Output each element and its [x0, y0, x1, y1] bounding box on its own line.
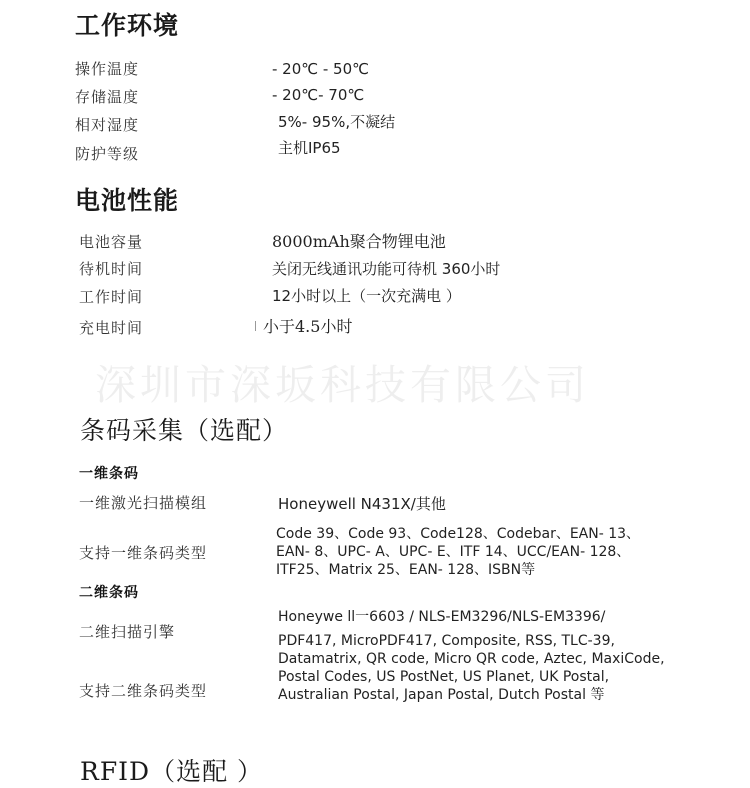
company-watermark: 深圳市深坂科技有限公司 [95, 361, 590, 409]
env-label-storage-temp: 存储温度 [75, 88, 140, 106]
battery-value-working: 12小时以上（一次充满电 ） [272, 287, 461, 305]
battery-label-working: 工作时间 [79, 288, 144, 306]
barcode-2d-types-label: 支持二维条码类型 [79, 682, 208, 700]
barcode-2d-types-line: Datamatrix, QR code, Micro QR code, Aztec, MaxiCode, [278, 651, 665, 667]
env-value-protection: 主机IP65 [278, 139, 341, 157]
battery-value-standby: 关闭无线通讯功能可待机 360小时 [272, 260, 501, 278]
env-value-operating-temp: - 20℃ - 50℃ [272, 60, 369, 78]
barcode-1d-types-line: Code 39、Code 93、Code128、Codebar、EAN- 13、 [276, 526, 641, 542]
barcode-1d-types-label: 支持一维条码类型 [79, 544, 208, 562]
battery-value-charging: 小于4.5小时 [263, 317, 353, 336]
barcode-1d-module-value: Honeywell N431X/其他 [278, 495, 446, 513]
barcode-2d-types-line: PDF417, MicroPDF417, Composite, RSS, TLC-39, [278, 633, 615, 649]
env-value-storage-temp: - 20℃- 70℃ [272, 86, 365, 104]
env-label-protection: 防护等级 [75, 145, 140, 163]
section-heading-rfid: RFID（选配 ） [80, 757, 264, 786]
section-heading-battery: 电池性能 [75, 186, 180, 215]
section-heading-environment: 工作环境 [75, 11, 180, 40]
barcode-2d-engine-label: 二维扫描引擎 [79, 623, 176, 641]
barcode-2d-types-line: Postal Codes, US PostNet, US Planet, UK Postal, [278, 669, 610, 685]
env-value-humidity: 5%- 95%,不凝结 [278, 113, 396, 131]
subheading-2d-barcode: 二维条码 [79, 585, 139, 601]
battery-label-capacity: 电池容量 [79, 233, 144, 251]
env-label-operating-temp: 操作温度 [75, 60, 140, 78]
env-label-humidity: 相对湿度 [75, 116, 140, 134]
battery-label-standby: 待机时间 [79, 260, 144, 278]
section-heading-barcode: 条码采集（选配） [80, 416, 289, 445]
battery-label-charging: 充电时间 [79, 319, 144, 337]
barcode-2d-types-line: Australian Postal, Japan Postal, Dutch Postal 等 [278, 687, 605, 703]
barcode-2d-engine-value: Honeywe ll一6603 / NLS-EM3296/NLS-EM3396/ [278, 609, 606, 625]
subheading-1d-barcode: 一维条码 [79, 466, 139, 482]
barcode-1d-types-line: ITF25、Matrix 25、EAN- 128、ISBN等 [276, 562, 536, 578]
battery-value-capacity: 8000mAh聚合物锂电池 [272, 232, 446, 251]
barcode-1d-types-line: EAN- 8、UPC- A、UPC- E、ITF 14、UCC/EAN- 128、 [276, 544, 631, 560]
barcode-1d-module-label: 一维激光扫描模组 [79, 494, 208, 512]
divider-tick [255, 321, 256, 331]
